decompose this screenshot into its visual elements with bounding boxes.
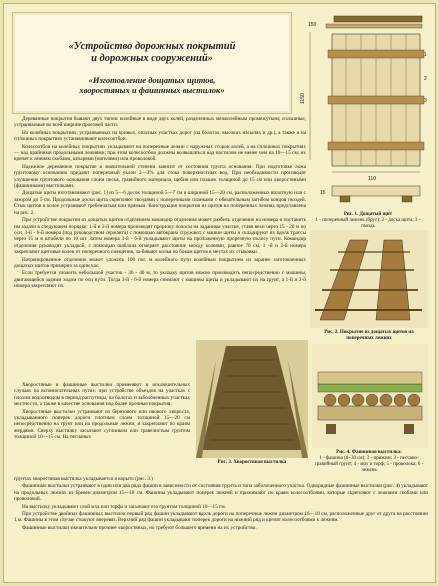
paragraph: грунтах хворостяная выстилка укладывается в корыто (рис. 3.) [14,476,153,482]
plank-plan [328,34,424,166]
paragraph: Фашинные выстилки устраивают в один или два ряда фашин в зависимости от состояния грунта и типа заболоченного участка. Однорядные фашинные выстилки (рис. 4) укладывают на продольных лежнях из бревен диаметром 15—18 см. Фашины укладывают поперек лежней и прижимают по краям колесоотбоями, которые скрепляют с лежнями скобами или проволокой. [14,483,428,503]
paragraph: Деревянные покрытия бывают двух типов: колейные в виде двух колей, разделенных межколейным промежутком; сплошные, устраиваемые во всей ширине проезжей части. [14,116,306,129]
figure-2-caption: Рис. 2. Покрытие из дощатых щитов на поперечных лежнях [324,330,414,341]
dim-150: 150 [308,22,317,28]
paragraph: Натренированное отделение может уложить 100 пог. м колейного пути колейным покрытием из заранее заготовленных дощатых щитов примерно за один час. [14,256,306,269]
dim-110: 110 [368,176,376,182]
label-3: 3 [424,98,427,104]
paragraph: Дощатые щиты изготавливают (рис. 1) из 5—6 досок толщиной 5—7 см и шириной 15—20 см, расположенных вплотную или с зазором до 5 см. Продольные доски щита скрепляют гвоздями с поперечными планками с обязательным загибом концов гвоздей. Стык щитов в колее устраивают гребенчатым или прямым. Конструкция покрытия из щитов на поперечных лежнях представлена на рис. 2. [14,190,306,216]
subtitle-line2: хворостяных и фашинных выстилок» [79,85,225,95]
paragraph: При устройстве покрытия из дощатых щитов отделением командир отделения может разбить отделение на номера и поставить им задачи в следующем порядке: 1-й и 2-й номера производят прорезку полосы на заданном участке, ставя вехи через 15 - 20 м по оси, 3-й - 6-й номера (под руководством сержанта) с помощью автокрана сгружают с машин щиты и складируют их вдоль трассы через 15 м в штабели по 10 шт. Затем номера 3-й - 6-й укладывают щиты на проложенную прорезную полосу пути. Командир отделения руководит укладкой, с помощью шаблона отмеряет расстояние между колеями, равное 70 см. 1 -й и 2-й номера закрепляют щитовые колеи от поперечного смещения, за-бивают колья по бокам щитов в местах их стыковки. [14,217,306,256]
paragraph: Надежное деревянное покрытие в значительной степени зависит от состояния грунта основания. При подготовке ложа грунтовому основанию придают поперечный уклон 2—3% для стока поверхностных вод. При необходимости производят улучшение грунтового основания слоем песка, гравийного материала, щебня или плашек толщиной до 15 см или хворостяными (фашинными) выстилками. [14,163,306,190]
dim-1150: 1150 [300,93,306,104]
fig1-legend: 1 - поперечный лежень (брус); 2 - доска щита; 3 - гвоздь [315,218,421,229]
dim-15: 15 [320,190,326,196]
figure-3-drawing [196,340,308,458]
fig4-title: Рис. 4. Фашинная выстилка: [336,450,402,455]
fig4-legend: 1 - фашина (d~30 см); 2 - прижим; 3 - песчано-гравийный грунт; 4 - мох и торф; 5 - проволока; 6 - лежень [314,456,424,473]
paragraph: На выстилку укладывают слой мха или торфа и засыпают его грунтом толщиной 10—15 см. [22,503,226,510]
figure-4-caption [310,450,428,474]
body-text-top [14,116,306,291]
figure-1-drawing [296,10,432,208]
subtitle [13,75,291,95]
label-2: 2 [424,76,427,82]
paragraph: На колейных покрытиях, устраиваемых на кривых, опасных участках дорог (на болотах, высоких насыпях и др.), а также и на сплошных покрытиях устанавливают колесоотбои. [14,129,306,143]
body-text-left-mid [14,382,190,442]
poster-page [3,3,436,583]
figure-4-drawing [312,344,428,448]
figure-2-drawing [310,230,428,328]
paragraph: При устройстве двойных фашинных выстилок первый ряд фашин укладывают вдоль дороги на поперечные лежни диаметром 16—18 см, расположенные друг от друга на расстоянии 1 м. Фашины в этом случае стыкуют вперевяз. Верхний ряд фашин укладывают поперек дороги на нижний ряд и крепят колесоотбоями к лежням. [14,511,428,524]
subtitle-line1: «Изготовление дощатых щитов, [88,75,216,85]
figure-3-caption: Рис. 3. Хворостяная выстилка [217,460,287,465]
main-title-line2: и дорожных сооружений» [91,53,213,64]
paragraph: Фашинные выстилки значительно прочнее хворостяных, но требуют большего времени на их устройство. [22,524,257,531]
main-title-line1: «Устройство дорожных покрытий [68,41,236,52]
paragraph: Колесоотбои на колейных покрытиях укладывают на поперечные лежни с наружных сторон колей, а на сплошных покрытиях — над крайними продольными лежнями; при этом колесоотбои должны возвышаться над настилом не менее чем на 10—15 см; их крепят к лежням скобами, штырями (нагелями) или проволокой. [14,143,306,163]
paragraph: Хворостяные выстилки устраивают из березового или ивового хвороста, укладываемого поперек дороги плотным слоем толщиной 15—20 см непосредственно на грунт или на продольные лежни, и закрепляют по краям жердями. Сверху выстилку засыпают суглинком или гравелистым грунтом толщиной 10—15 см. На песчаных [14,408,190,441]
title-box [12,12,292,114]
paragraph: Хворостяные и фашинные выстилки применяют в исключительных случаях на вспомогательных путях: при устройстве объездов на участках с плохим водоотводом в период распутицы, на болотах и заболоченных участках местности, а также в качестве основания под более прочные покрытия. [14,382,190,408]
main-title [13,41,291,65]
figure-1-caption [309,212,427,230]
label-1: 1 [424,52,427,58]
paragraph: Если требуется уложить небольшой участок - 30 - 40 м, то укладку щитов можно производить непосредственно с машины, двигающейся задним ходом по оси пути. Тогда 3-й - 6-й номера снимают с машины щиты и укладывают их на грунт, а 1-й и 2-й номера закрепляют их. [14,270,306,290]
fig1-title: Рис. 1. Дощатый щит [343,212,393,217]
body-text-bottom [14,476,428,532]
